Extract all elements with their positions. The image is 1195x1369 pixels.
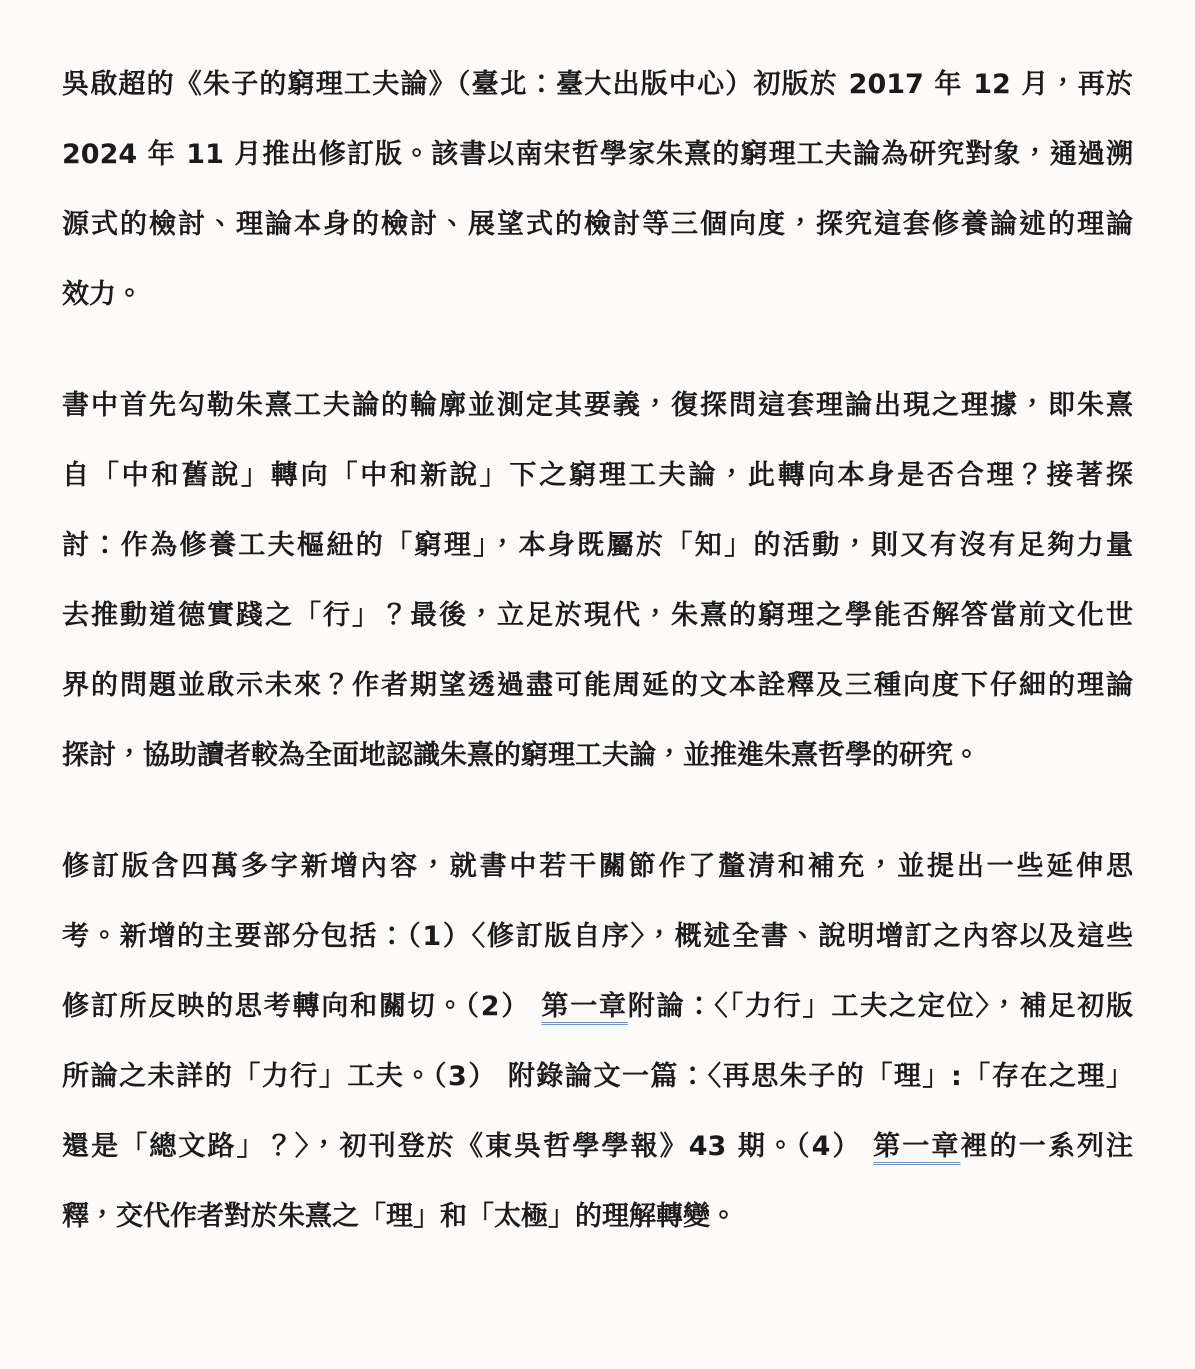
text-line: 吳啟超的《朱子的窮理工夫論》（臺北：臺大出版中心）初版於 2017 年 12 月，再於 [62,69,1133,100]
text-line: 源式的檢討、理論本身的檢討、展望式的檢討等三個向度，探究這套修養論述的理論 [62,209,1133,240]
text-segment: 還是「總文路」？〉，初刊登於《東吳哲學學報》43 期。（4） [62,1131,874,1162]
text-line [62,1112,1133,1182]
paragraph-book-overview [62,371,1133,791]
text-line: 去推動道德實踐之「行」？最後，立足於現代，朱熹的窮理之學能否解答當前文化世 [62,600,1133,631]
text-line: 討：作為修養工夫樞紐的「窮理」，本身既屬於「知」的活動，則又有沒有足夠力量 [62,530,1133,561]
text-segment: 裡的一系列注 [960,1131,1133,1162]
text-line: 探討，協助讀者較為全面地認識朱熹的窮理工夫論，並推進朱熹哲學的研究。 [62,740,980,771]
text-line: 考。新增的主要部分包括：（1）〈修訂版自序〉，概述全書、說明增訂之內容以及這些 [62,921,1133,952]
paragraph-publication-info [62,50,1133,330]
chapter-one-link[interactable]: 第一章 [541,991,628,1022]
text-line: 書中首先勾勒朱熹工夫論的輪廓並測定其要義，復探問這套理論出現之理據，即朱熹 [62,390,1133,421]
text-line: 2024 年 11 月推出修訂版。該書以南宋哲學家朱熹的窮理工夫論為研究對象，通過溯 [62,139,1133,170]
text-line: 自「中和舊說」轉向「中和新說」下之窮理工夫論，此轉向本身是否合理？接著探 [62,460,1133,491]
text-segment: 修訂所反映的思考轉向和關切。（2） [62,991,542,1022]
text-line: 所論之未詳的「力行」工夫。（3） 附錄論文一篇：〈再思朱子的「理」:「存在之理」 [62,1061,1133,1092]
text-segment: 附論：〈「力行」工夫之定位〉，補足初版 [627,991,1133,1022]
chapter-one-link[interactable]: 第一章 [873,1131,961,1162]
paragraph-revision-additions [62,832,1133,1252]
text-line: 效力。 [62,279,143,310]
text-line: 釋，交代作者對於朱熹之「理」和「太極」的理解轉變。 [62,1201,737,1232]
text-line [62,972,1133,1042]
text-line: 界的問題並啟示未來？作者期望透過盡可能周延的文本詮釋及三種向度下仔細的理論 [62,670,1133,701]
text-line: 修訂版含四萬多字新增內容，就書中若干關節作了釐清和補充，並提出一些延伸思 [62,851,1133,882]
